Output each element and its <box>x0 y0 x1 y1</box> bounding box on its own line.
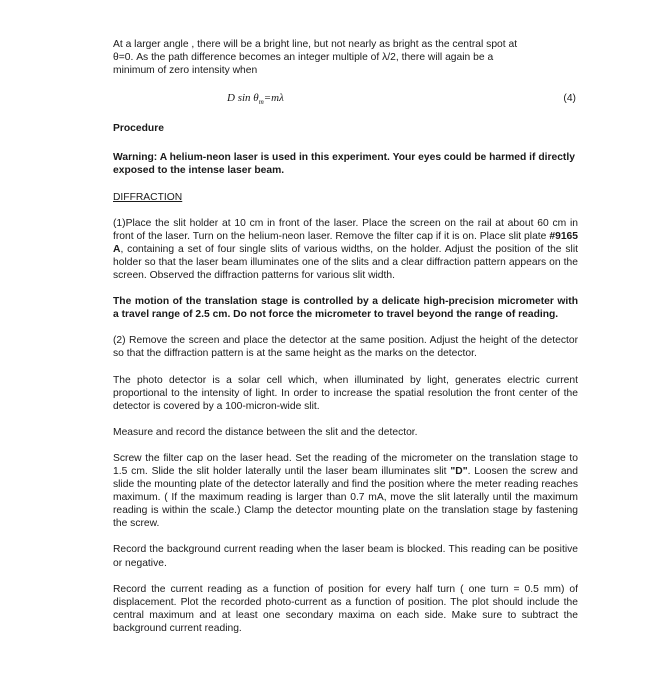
equation: D $\sin \theta_m=m\lambda$ <box>227 92 284 107</box>
equation-number: (4) <box>563 93 576 105</box>
paragraph-background-current: Record the background current reading when the laser beam is blocked. This reading can be positive or negative. <box>113 544 578 569</box>
section-title-text: DIFFRACTION <box>113 191 183 203</box>
paragraph-record-current: Record the current reading as a function of position for every half turn ( one turn = 0.5 mm) of displacement. Plot the recorded photo-current as a function of position. The plot should include the central maximum and at least one secondary maxima on each side. Make sure to subtract the background current reading. <box>113 583 578 634</box>
equation-row <box>113 92 578 106</box>
paragraph-step-1 <box>113 217 578 282</box>
paragraph-measure: Measure and record the distance between the slit and the detector. <box>113 426 418 438</box>
slit-plate-id: #9165 A <box>113 230 578 255</box>
slit-label: "D" <box>450 465 468 477</box>
paragraph-step-2: (2) Remove the screen and place the detector at the same position. Adjust the height of the detector so that the diffraction pattern is at the same height as the marks on the detector. <box>113 335 578 360</box>
intro-line-1: At a larger angle , there will be a bright line, but not nearly as bright as the central spot at <box>113 39 518 50</box>
paragraph-photo-detector: The photo detector is a solar cell which, when illuminated by light, generates electric current proportional to the intensity of light. In order to increase the spatial resolution the front center of the detector is covered by a 100-micron-wide slit. <box>113 374 578 412</box>
paragraph-micrometer-note: The motion of the translation stage is controlled by a delicate high-precision micrometer with a travel range of 2.5 cm. Do not force the micrometer to travel beyond the range of reading. <box>113 296 578 321</box>
intro-line-3: minimum of zero intensity when <box>113 65 258 77</box>
screw-text-b: . Loosen the screw and slide the mounting plate of the detector laterally and find the position where the meter reading reaches maximum. ( If the maximum reading is larger than 0.7 mA, move the slit laterally until the maximum reading is within the scale.) Clamp the detector mounting plate on the translation stage by fastening the screw. <box>113 465 579 530</box>
intro-line-2: θ=0. As the path difference becomes an integer multiple of λ/2, there will again be a <box>113 52 494 64</box>
paragraph-screw-cap <box>113 452 578 531</box>
section-title <box>113 191 578 204</box>
intro-paragraph <box>113 38 578 77</box>
screw-text-a: Screw the filter cap on the laser head. Set the reading of the micrometer on the translation stage to 1.5 cm. Slide the slit holder laterally until the laser beam illuminates slit <box>113 452 578 477</box>
step-1-text-a: (1)Place the slit holder at 10 cm in front of the laser. Place the screen on the rail at about 60 cm in front of the laser. Turn on the helium-neon laser. Remove the filter cap if it is on. Place slit plate <box>113 217 578 242</box>
warning-text: Warning: A helium-neon laser is used in this experiment. Your eyes could be harmed if directly exposed to the intense laser beam. <box>113 152 575 177</box>
step-1-text-b: , containing a set of four single slits of various widths, on the holder. Adjust the position of the slit holder so that the laser beam illuminates one of the slits and a clear diffraction pattern appears on the screen. Observed the diffraction patterns for various slit width. <box>113 243 578 282</box>
procedure-heading: Procedure <box>113 123 164 135</box>
